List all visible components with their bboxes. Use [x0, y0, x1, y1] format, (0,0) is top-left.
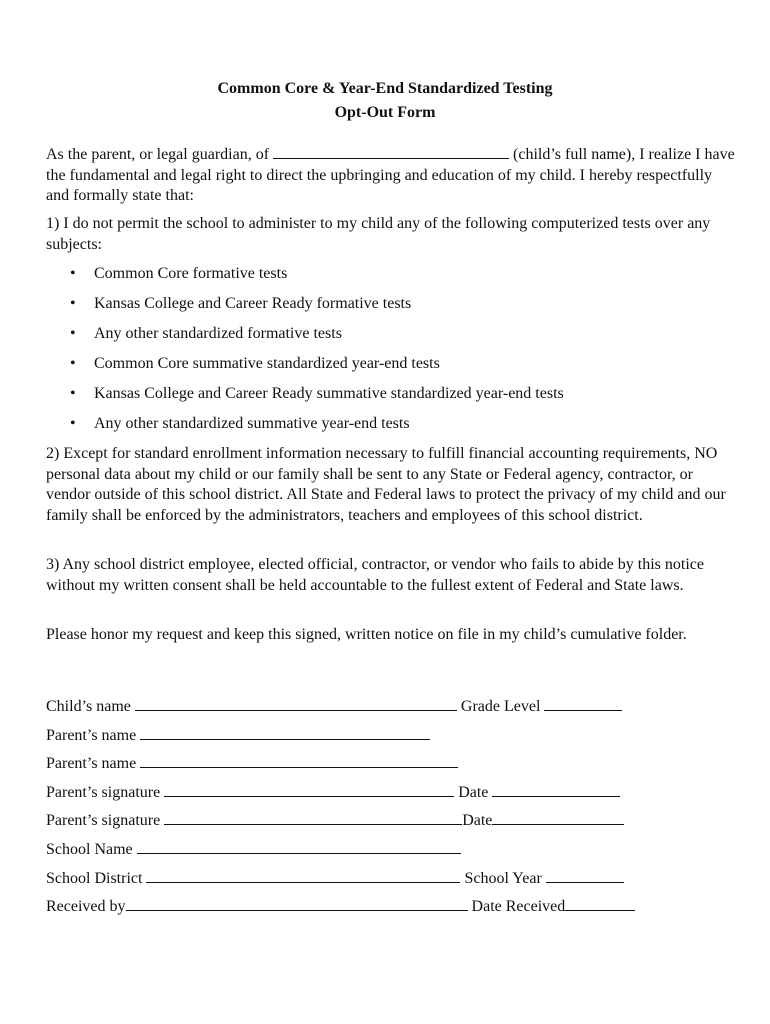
parent-signature-label: Parent’s signature — [46, 812, 161, 829]
school-name-label: School Name — [46, 841, 133, 858]
parent-signature-row-2 — [46, 810, 624, 831]
form-subtitle: Opt-Out Form — [334, 104, 436, 121]
item-2-paragraph: 2) Except for standard enrollment information necessary to fulfill financial accounting requirements, NO personal data about my child or our family shall be sent to any State or Federal agency, contractor, or vendor outside of this school district. All State and Federal laws to protect the privacy of my child and our family shall be enforced by the administrators, teachers and employees of this school district. — [46, 445, 726, 524]
school-name-field[interactable] — [137, 839, 461, 854]
date-received-field[interactable] — [565, 896, 635, 911]
received-by-row — [46, 896, 635, 917]
list-item: • Kansas College and Career Ready summative standardized year-end tests — [70, 383, 564, 413]
school-year-label: School Year — [464, 870, 542, 887]
parent-signature-label: Parent’s signature — [46, 784, 161, 801]
list-item: • Common Core formative tests — [70, 263, 564, 293]
intro-paragraph — [46, 144, 736, 207]
school-name-row — [46, 839, 461, 860]
parent-signature-field-1[interactable] — [164, 782, 454, 797]
date-field-1[interactable] — [492, 782, 620, 797]
form-title: Common Core & Year-End Standardized Testing — [217, 80, 553, 97]
intro-text-a: As the parent, or legal guardian, of — [46, 146, 274, 163]
child-name-label: Child’s name — [46, 698, 131, 715]
list-item: • Any other standardized summative year-end tests — [70, 413, 564, 443]
test-list — [70, 263, 564, 443]
grade-level-field[interactable] — [544, 696, 622, 711]
school-district-label: School District — [46, 870, 143, 887]
list-item: • Kansas College and Career Ready formative tests — [70, 293, 564, 323]
grade-level-label: Grade Level — [460, 698, 541, 715]
item-1-paragraph: 1) I do not permit the school to administer to my child any of the following computerized tests over any subjects: — [46, 215, 711, 253]
date-label: Date — [462, 812, 493, 829]
date-field-2[interactable] — [492, 810, 624, 825]
child-name-field[interactable] — [135, 696, 457, 711]
parent-name-row-1 — [46, 725, 430, 746]
parent-signature-field-2[interactable] — [164, 810, 462, 825]
list-item: • Common Core summative standardized year-end tests — [70, 353, 564, 383]
parent-name-label: Parent’s name — [46, 755, 137, 772]
closing-paragraph: Please honor my request and keep this signed, written notice on file in my child’s cumulative folder. — [46, 626, 687, 643]
parent-name-field-1[interactable] — [140, 725, 430, 740]
date-label: Date — [458, 784, 489, 801]
parent-name-field-2[interactable] — [140, 753, 458, 768]
item-3-paragraph: 3) Any school district employee, elected official, contractor, or vendor who fails to abide by this notice without my written consent shall be held accountable to the fullest extent of Federal and State laws. — [46, 556, 704, 594]
school-year-field[interactable] — [546, 868, 624, 883]
received-by-field[interactable] — [126, 896, 468, 911]
parent-name-row-2 — [46, 753, 458, 774]
date-received-label: Date Received — [471, 898, 566, 915]
school-district-field[interactable] — [146, 868, 460, 883]
intro-text-b: (child’s full name), I realize I have the fundamental and legal right to direct the upbringing and education of my child. I hereby respectfully and formally state that: — [46, 146, 735, 204]
child-name-row — [46, 696, 622, 717]
childs-full-name-blank[interactable] — [273, 144, 509, 159]
school-district-row — [46, 868, 624, 889]
parent-name-label: Parent’s name — [46, 727, 137, 744]
parent-signature-row-1 — [46, 782, 620, 803]
list-item: • Any other standardized formative tests — [70, 323, 564, 353]
received-by-label: Received by — [46, 898, 126, 915]
